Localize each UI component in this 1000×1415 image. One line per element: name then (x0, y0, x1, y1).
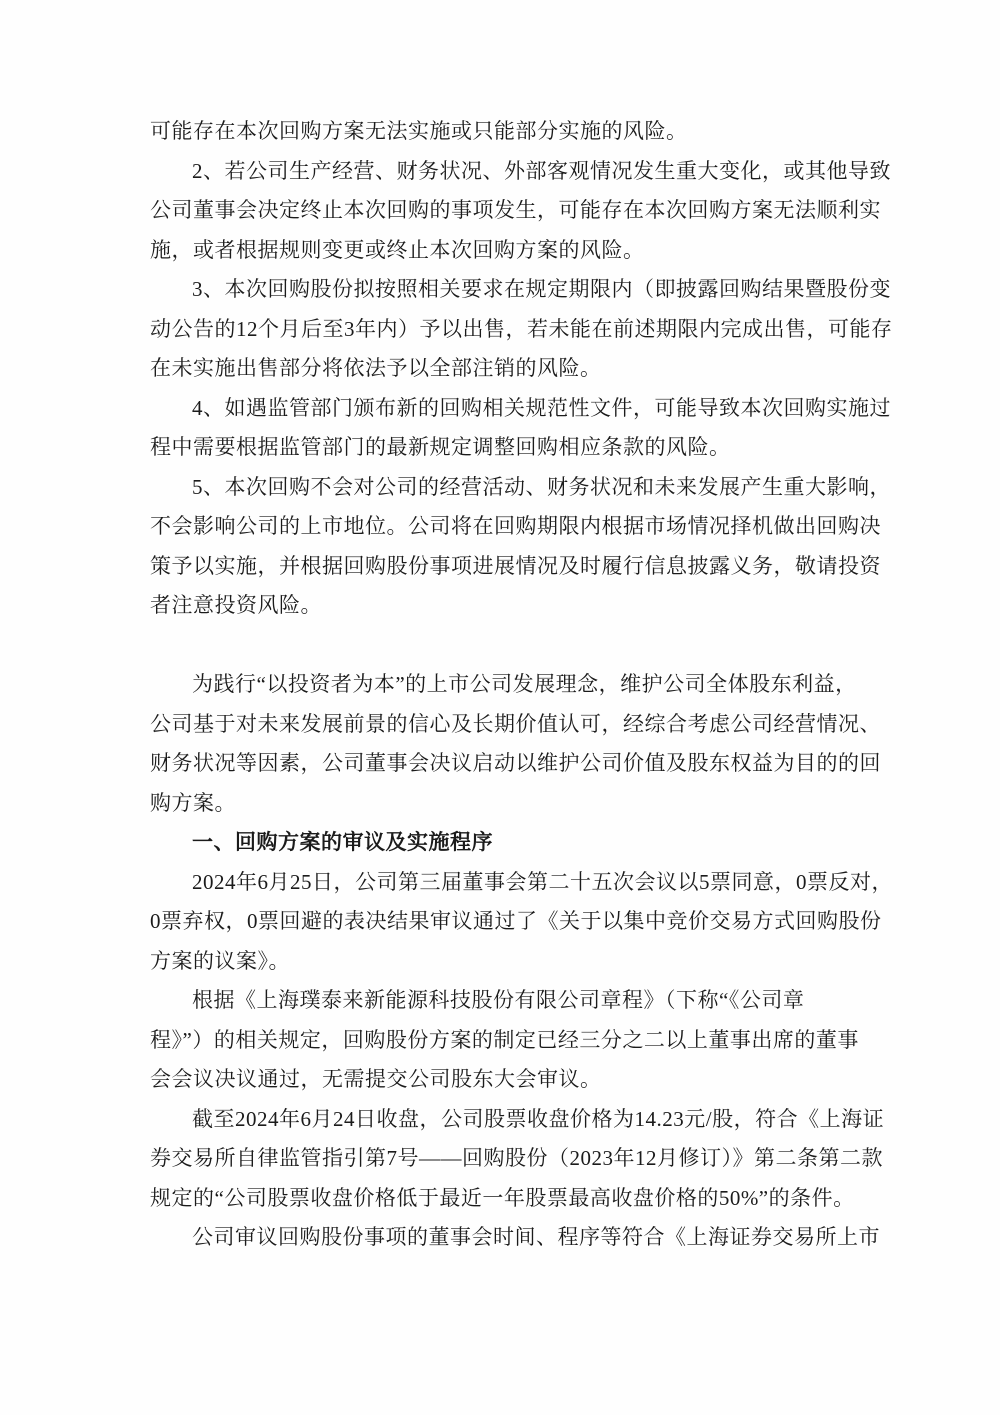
text-line: 财务状况等因素，公司董事会决议启动以维护公司价值及股东权益为目的的回 (150, 751, 881, 775)
text-line: 购方案。 (150, 790, 236, 815)
text-line: 为践行“以投资者为本”的上市公司发展理念，维护公司全体股东利益， (192, 672, 857, 696)
paragraph (150, 270, 893, 389)
paragraph (150, 152, 891, 271)
text-line: 施，或者根据规则变更或终止本次回购方案的风险。 (150, 237, 645, 262)
paragraph (150, 389, 891, 468)
text-line: 公司基于对未来发展前景的信心及长期价值认可，经综合考虑公司经营情况、 (150, 711, 881, 736)
text-line: 5、本次回购不会对公司的经营活动、财务状况和未来发展产生重大影响， (192, 474, 891, 499)
paragraph (150, 981, 860, 1100)
text-line: 程中需要根据监管部门的最新规定调整回购相应条款的风险。 (150, 435, 731, 459)
text-line: 根据《上海璞泰来新能源科技股份有限公司章程》（下称“《公司章 (192, 988, 805, 1012)
text-line: 一、回购方案的审议及实施程序 (192, 830, 493, 854)
paragraph-spacer (150, 626, 860, 666)
paragraph (150, 863, 893, 982)
document-body (150, 112, 893, 1258)
text-line: 者注意投资风险。 (150, 593, 322, 617)
text-line: 规定的“公司股票收盘价格低于最近一年股票最高收盘价格的50%”的条件。 (150, 1185, 855, 1210)
text-line: 公司董事会决定终止本次回购的事项发生，可能存在本次回购方案无法顺利实 (150, 198, 881, 222)
paragraph (150, 1218, 880, 1258)
text-line: 程》”）的相关规定，回购股份方案的制定已经三分之二以上董事出席的董事 (150, 1027, 859, 1052)
section-heading (150, 823, 860, 863)
text-line: 会会议决议通过，无需提交公司股东大会审议。 (150, 1067, 602, 1091)
paragraph (150, 1100, 885, 1219)
text-line: 公司审议回购股份事项的董事会时间、程序等符合《上海证券交易所上市 (192, 1225, 880, 1249)
text-line: 在未实施出售部分将依法予以全部注销的风险。 (150, 356, 602, 380)
text-line: 可能存在本次回购方案无法实施或只能部分实施的风险。 (150, 119, 688, 143)
text-line: 2、若公司生产经营、财务状况、外部客观情况发生重大变化，或其他导致 (192, 158, 891, 183)
text-line: 券交易所自律监管指引第7号——回购股份（2023年12月修订）》第二条第二款 (150, 1146, 883, 1170)
text-line: 策予以实施，并根据回购股份事项进展情况及时履行信息披露义务，敬请投资 (150, 553, 881, 578)
text-line: 动公告的12个月后至3年内）予以出售，若未能在前述期限内完成出售，可能存 (150, 316, 893, 341)
text-line: 2024年6月25日，公司第三届董事会第二十五次会议以5票同意，0票反对， (192, 869, 893, 894)
text-line: 截至2024年6月24日收盘，公司股票收盘价格为14.23元/股，符合《上海证 (192, 1106, 885, 1131)
text-line: 0票弃权，0票回避的表决结果审议通过了《关于以集中竞价交易方式回购股份 (150, 909, 882, 933)
text-line: 不会影响公司的上市地位。公司将在回购期限内根据市场情况择机做出回购决 (150, 514, 881, 538)
paragraph (150, 665, 881, 823)
text-line: 方案的议案》。 (150, 948, 290, 973)
text-line: 3、本次回购股份拟按照相关要求在规定期限内（即披露回购结果暨股份变 (192, 277, 891, 301)
paragraph (150, 468, 891, 626)
paragraph (150, 112, 860, 152)
text-line: 4、如遇监管部门颁布新的回购相关规范性文件，可能导致本次回购实施过 (192, 395, 891, 420)
